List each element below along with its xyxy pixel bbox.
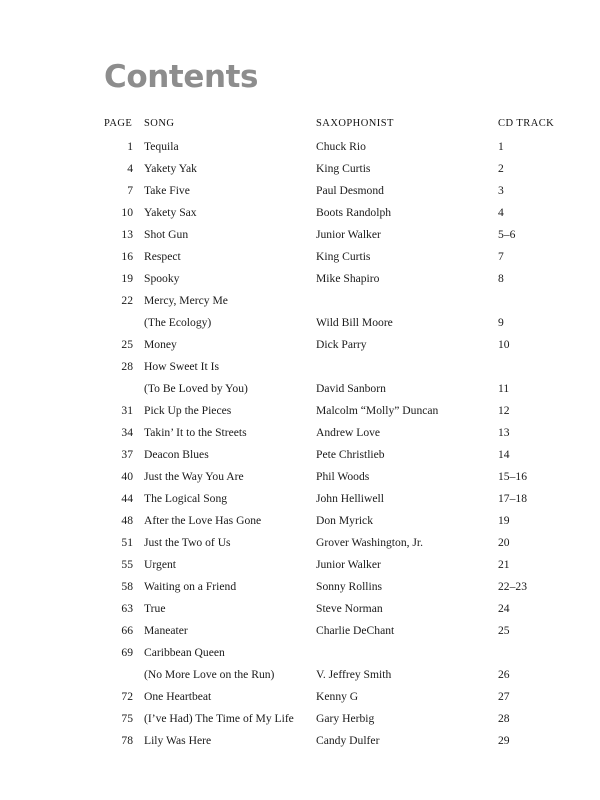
cell-song-title <box>140 488 308 510</box>
cell-cd-track: 5–6 <box>498 228 516 241</box>
cell-song-title <box>140 400 308 422</box>
column-header-song: SONG <box>144 118 175 129</box>
cell-page-number: 37 <box>121 448 133 461</box>
song-title-line-1: After the Love Has Gone <box>144 514 262 527</box>
cell-saxophonist: V. Jeffrey Smith <box>316 668 392 681</box>
cell-saxophonist: Grover Washington, Jr. <box>316 536 424 549</box>
cell-song-title <box>140 224 308 246</box>
song-title-line-1: Spooky <box>144 272 180 285</box>
cell-saxophonist: Andrew Love <box>316 426 381 439</box>
song-title-line-1: Urgent <box>144 558 176 571</box>
cell-page-number: 22 <box>121 294 133 307</box>
song-title-line-1: Waiting on a Friend <box>144 580 237 593</box>
song-title-line-1: The Logical Song <box>144 492 228 505</box>
table-row[interactable] <box>0 510 600 532</box>
cell-saxophonist: Malcolm “Molly” Duncan <box>316 404 439 417</box>
cell-cd-track: 9 <box>498 316 504 329</box>
table-row[interactable] <box>0 224 600 246</box>
cell-page-number: 51 <box>121 536 133 549</box>
cell-cd-track: 20 <box>498 536 510 549</box>
table-row[interactable] <box>0 686 600 708</box>
cell-saxophonist: Sonny Rollins <box>316 580 383 593</box>
cell-cd-track: 8 <box>498 272 504 285</box>
cell-saxophonist: King Curtis <box>316 162 371 175</box>
table-row[interactable] <box>0 730 600 752</box>
table-header-row <box>0 112 600 136</box>
table-row[interactable] <box>0 466 600 488</box>
cell-cd-track: 2 <box>498 162 504 175</box>
song-title-line-1: One Heartbeat <box>144 690 212 703</box>
cell-song-title <box>140 532 308 554</box>
table-row[interactable] <box>0 576 600 598</box>
cell-saxophonist: Don Myrick <box>316 514 373 527</box>
cell-cd-track: 12 <box>498 404 510 417</box>
cell-song-title <box>140 136 308 158</box>
cell-cd-track: 3 <box>498 184 504 197</box>
song-title-line-1: Shot Gun <box>144 228 189 241</box>
cell-song-title <box>140 576 308 598</box>
column-header-page: PAGE <box>104 118 133 129</box>
cell-saxophonist: Mike Shapiro <box>316 272 380 285</box>
cell-song-title <box>140 290 308 334</box>
song-title-line-1: Yakety Sax <box>144 206 197 219</box>
cell-song-title <box>140 510 308 532</box>
song-title-line-1: Tequila <box>144 140 179 153</box>
cell-page-number: 48 <box>121 514 133 527</box>
cell-song-title <box>140 202 308 224</box>
cell-page-number: 63 <box>121 602 133 615</box>
table-row[interactable] <box>0 136 600 158</box>
table-row[interactable] <box>0 488 600 510</box>
table-row[interactable] <box>0 422 600 444</box>
cell-page-number: 1 <box>127 140 133 153</box>
cell-page-number: 19 <box>121 272 133 285</box>
song-title-line-1: Takin’ It to the Streets <box>144 426 247 439</box>
cell-song-title <box>140 356 308 400</box>
song-title-line-2: (The Ecology) <box>144 316 212 329</box>
cell-page-number: 55 <box>121 558 133 571</box>
cell-saxophonist: Kenny G <box>316 690 359 703</box>
cell-saxophonist: Boots Randolph <box>316 206 392 219</box>
cell-saxophonist: Charlie DeChant <box>316 624 395 637</box>
cell-page-number: 66 <box>121 624 133 637</box>
cell-saxophonist: David Sanborn <box>316 382 386 395</box>
cell-song-title <box>140 466 308 488</box>
table-body <box>0 136 600 752</box>
table-row[interactable] <box>0 620 600 642</box>
song-title-line-1: Caribbean Queen <box>144 646 225 659</box>
cell-saxophonist: Paul Desmond <box>316 184 384 197</box>
cell-cd-track: 15–16 <box>498 470 527 483</box>
cell-cd-track: 29 <box>498 734 510 747</box>
column-header-cd-track: CD TRACK <box>498 118 555 129</box>
song-title-line-1: Just the Two of Us <box>144 536 231 549</box>
table-row[interactable] <box>0 642 600 686</box>
cell-cd-track: 10 <box>498 338 510 351</box>
cell-page-number: 40 <box>121 470 133 483</box>
cell-song-title <box>140 246 308 268</box>
song-title-line-1: How Sweet It Is <box>144 360 220 373</box>
cell-cd-track: 28 <box>498 712 510 725</box>
cell-saxophonist: Candy Dulfer <box>316 734 380 747</box>
table-row[interactable] <box>0 202 600 224</box>
cell-page-number: 75 <box>121 712 133 725</box>
cell-song-title <box>140 180 308 202</box>
column-header-saxophonist: SAXOPHONIST <box>316 118 394 129</box>
song-title-line-1: Mercy, Mercy Me <box>144 294 228 307</box>
cell-page-number: 69 <box>121 646 133 659</box>
cell-cd-track: 13 <box>498 426 510 439</box>
song-title-line-1: Lily Was Here <box>144 734 212 747</box>
cell-cd-track: 4 <box>498 206 504 219</box>
table-row[interactable] <box>0 290 600 334</box>
cell-cd-track: 22–23 <box>498 580 527 593</box>
table-row[interactable] <box>0 554 600 576</box>
cell-cd-track: 25 <box>498 624 510 637</box>
page-title: Contents <box>104 59 259 95</box>
cell-cd-track: 11 <box>498 382 510 395</box>
cell-page-number: 7 <box>127 184 133 197</box>
table-row[interactable] <box>0 246 600 268</box>
cell-cd-track: 27 <box>498 690 510 703</box>
song-title-line-1: (I’ve Had) The Time of My Life <box>144 712 294 725</box>
song-title-line-1: Respect <box>144 250 181 263</box>
cell-saxophonist: Junior Walker <box>316 558 381 571</box>
song-title-line-1: Maneater <box>144 624 188 637</box>
table-row[interactable] <box>0 158 600 180</box>
table-row[interactable] <box>0 400 600 422</box>
table-row[interactable] <box>0 180 600 202</box>
cell-song-title <box>140 554 308 576</box>
table-row[interactable] <box>0 356 600 400</box>
cell-song-title <box>140 708 308 730</box>
cell-cd-track: 7 <box>498 250 504 263</box>
cell-page-number: 16 <box>121 250 133 263</box>
cell-page-number: 58 <box>121 580 133 593</box>
cell-saxophonist: Dick Parry <box>316 338 367 351</box>
cell-cd-track: 14 <box>498 448 510 461</box>
cell-song-title <box>140 444 308 466</box>
cell-saxophonist: Wild Bill Moore <box>316 316 393 329</box>
cell-page-number: 31 <box>121 404 133 417</box>
cell-song-title <box>140 620 308 642</box>
table-row[interactable] <box>0 268 600 290</box>
cell-page-number: 44 <box>121 492 133 505</box>
cell-song-title <box>140 642 308 686</box>
song-title-line-1: Take Five <box>144 184 190 197</box>
cell-page-number: 78 <box>121 734 133 747</box>
cell-cd-track: 1 <box>498 140 504 153</box>
song-title-line-1: Deacon Blues <box>144 448 209 461</box>
cell-cd-track: 19 <box>498 514 510 527</box>
cell-page-number: 25 <box>121 338 133 351</box>
cell-page-number: 28 <box>121 360 133 373</box>
cell-song-title <box>140 686 308 708</box>
cell-saxophonist: Pete Christlieb <box>316 448 385 461</box>
table-row[interactable] <box>0 532 600 554</box>
cell-cd-track: 26 <box>498 668 510 681</box>
cell-saxophonist: King Curtis <box>316 250 371 263</box>
song-title-line-2: (To Be Loved by You) <box>144 382 248 395</box>
cell-cd-track: 17–18 <box>498 492 527 505</box>
cell-page-number: 72 <box>121 690 133 703</box>
song-title-line-1: True <box>144 602 166 615</box>
cell-saxophonist: John Helliwell <box>316 492 384 505</box>
song-title-line-1: Money <box>144 338 177 351</box>
song-title-line-1: Just the Way You Are <box>144 470 244 483</box>
table-row[interactable] <box>0 598 600 620</box>
table-row[interactable] <box>0 334 600 356</box>
cell-saxophonist: Phil Woods <box>316 470 370 483</box>
cell-saxophonist: Junior Walker <box>316 228 381 241</box>
cell-song-title <box>140 730 308 752</box>
cell-song-title <box>140 422 308 444</box>
contents-table <box>0 112 600 752</box>
cell-cd-track: 21 <box>498 558 510 571</box>
cell-page-number: 4 <box>127 162 133 175</box>
cell-song-title <box>140 334 308 356</box>
cell-page-number: 13 <box>121 228 133 241</box>
cell-saxophonist: Chuck Rio <box>316 140 366 153</box>
cell-song-title <box>140 268 308 290</box>
cell-page-number: 10 <box>121 206 133 219</box>
table-row[interactable] <box>0 708 600 730</box>
cell-page-number: 34 <box>121 426 133 439</box>
song-title-line-2: (No More Love on the Run) <box>144 668 275 681</box>
song-title-line-1: Yakety Yak <box>144 162 197 175</box>
cell-cd-track: 24 <box>498 602 510 615</box>
cell-song-title <box>140 158 308 180</box>
cell-saxophonist: Steve Norman <box>316 602 383 615</box>
cell-song-title <box>140 598 308 620</box>
song-title-line-1: Pick Up the Pieces <box>144 404 232 417</box>
cell-saxophonist: Gary Herbig <box>316 712 375 725</box>
table-row[interactable] <box>0 444 600 466</box>
